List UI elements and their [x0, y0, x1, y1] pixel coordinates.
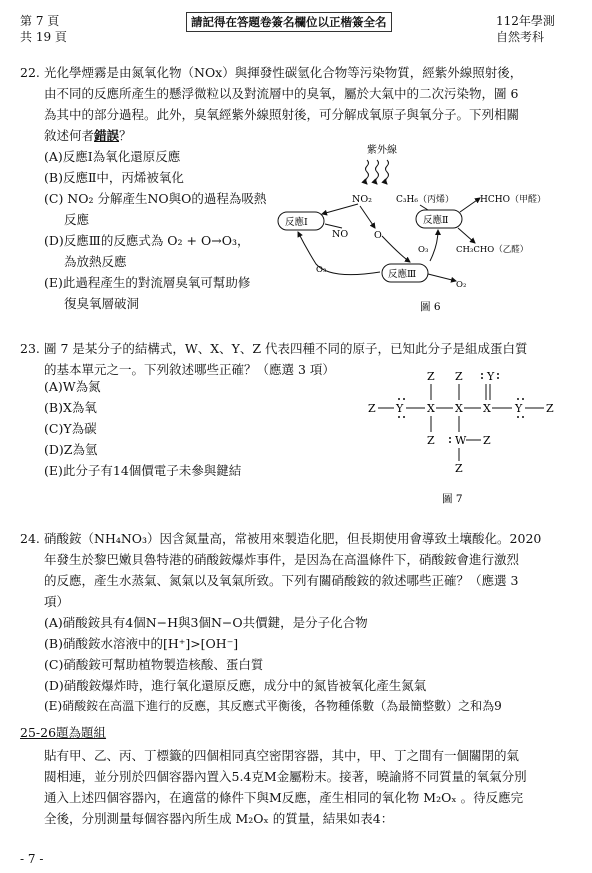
- q24-option-e: (E)硝酸銨在高溫下進行的反應，其反應式平衡後，各物種係數（為最簡整數）之和為9: [44, 699, 502, 713]
- atom-z-bottom-3: Z: [455, 462, 463, 475]
- q24-option-a: (A)硝酸銨具有4個N−H與3個N−O共價鍵，是分子化合物: [44, 615, 368, 630]
- q23-option-a: (A)W為氮: [44, 379, 101, 394]
- no-label: NO: [332, 229, 349, 240]
- q24-option-d: (D)硝酸銨爆炸時，進行氧化還原反應，成分中的氮皆被氧化產生氮氣: [44, 678, 427, 693]
- o2-label: O₂: [456, 280, 467, 290]
- uv-wave-icon: [366, 160, 389, 184]
- atom-y-right: Y: [515, 402, 523, 415]
- q22-stem-line-1: 光化學煙霧是由氮氧化物（NOx）與揮發性碳氫化合物等污染物質，經紫外線照射後，: [44, 65, 523, 80]
- figure-6-diagram: [270, 140, 582, 320]
- q24-number: 24.: [20, 531, 40, 546]
- question-group-title: 25-26題為題組: [20, 725, 107, 740]
- q24-stem-line-1: 硝酸銨（NH₄NO₃）因含氮量高，常被用來製造化肥，但長期使用會導致土壤酸化。2020: [44, 531, 542, 546]
- q24-stem-line-2: 年發生於黎巴嫩貝魯特港的硝酸銨爆炸事件，是因為在高溫條件下，硝酸銨會進行激烈: [44, 552, 520, 567]
- atom-w: W: [455, 434, 467, 447]
- q23-stem-line-2: 的基本單元之一。下列敘述哪些正確？（應選 3 項）: [44, 362, 335, 377]
- q22-number: 22.: [20, 65, 40, 80]
- hcho-label: HCHO（甲醛）: [480, 195, 546, 205]
- q22-option-e-cont: 復臭氧層破洞: [64, 296, 140, 311]
- reaction-3-label: 反應Ⅲ: [388, 269, 417, 280]
- structure-bonds: [378, 384, 544, 461]
- page-number-line: 第 7 頁: [20, 14, 60, 28]
- structure-atoms: [368, 370, 554, 475]
- total-pages-line: 共 19 頁: [20, 30, 67, 44]
- exam-subject: 自然考科: [496, 30, 545, 44]
- group-intro-line-3: 通入上述四個容器內，在適當的條件下與M反應，產生相同的氧化物 M₂Oₓ 。待反應完: [44, 790, 524, 805]
- exam-year: 112年學測: [496, 14, 555, 28]
- q22-stem-line-2: 由不同的反應所產生的懸浮微粒以及對流層中的臭氧，屬於大氣中的二次污染物，圖 6: [44, 86, 519, 101]
- atom-z-right: Z: [546, 402, 554, 415]
- q24-option-b: (B)硝酸銨水溶液中的[H⁺]>[OH⁻]: [44, 636, 239, 651]
- figure-7-caption: 圖 7: [442, 493, 463, 505]
- group-intro-line-4: 全後，分別測量每個容器內所生成 M₂Oₓ 的質量，結果如表4：: [44, 811, 394, 826]
- reaction-2-label: 反應Ⅱ: [423, 215, 449, 226]
- q22-stem-line-4-prefix: 敘述何者: [44, 128, 95, 143]
- atom-z-left: Z: [368, 402, 376, 415]
- q22-stem-line-4-suffix: ？: [119, 128, 132, 143]
- q23-number: 23.: [20, 341, 40, 356]
- q23-stem-line-1: 圖 7 是某分子的結構式，W、X、Y、Z 代表四種不同的原子，已知此分子是組成蛋白質: [44, 341, 528, 356]
- q22-option-d-cont: 為放熱反應: [64, 254, 127, 269]
- atom-z-bottom-2: Z: [483, 434, 491, 447]
- atom-z-top-1: Z: [427, 370, 435, 383]
- q24-stem-line-4: 項）: [44, 594, 70, 609]
- figure-6-caption: 圖 6: [420, 301, 441, 313]
- o3-middle-label: O₃: [418, 245, 429, 255]
- q24-option-c: (C)硝酸銨可幫助植物製造核酸、蛋白質: [44, 657, 264, 672]
- q22-option-c: (C) NO₂ 分解產生NO與O的過程為吸熱: [44, 191, 267, 206]
- page-footer: - 7 -: [20, 852, 44, 866]
- no2-label: NO₂: [352, 194, 372, 205]
- atom-x-2: X: [455, 402, 463, 415]
- q22-option-c-cont: 反應: [64, 212, 90, 227]
- q22-option-d: (D)反應Ⅲ的反應式為 O₂ + O→O₃，: [44, 233, 250, 248]
- o3-left-label: O₃: [316, 265, 327, 275]
- atom-y-left: Y: [396, 402, 404, 415]
- o-atom-label: O: [374, 230, 382, 241]
- q24-stem-line-3: 的反應，產生水蒸氣、氮氣以及氧氣所致。下列有關硝酸銨的敘述哪些正確？（應選 3: [44, 573, 519, 588]
- q23-option-c: (C)Y為碳: [44, 421, 97, 436]
- atom-z-top-2: Z: [455, 370, 463, 383]
- reaction-1-label: 反應Ⅰ: [285, 217, 308, 228]
- q23-option-b: (B)X為氧: [44, 400, 97, 415]
- ch3cho-label: CH₃CHO（乙醛）: [456, 245, 529, 255]
- q23-option-e: (E)此分子有14個價電子未參與鍵結: [44, 463, 242, 478]
- signature-notice: 請記得在答題卷簽名欄位以正楷簽全名: [186, 12, 392, 32]
- group-intro-line-2: 閥相連，並分別於四個容器內置入5.4克M金屬粉末。接著，曉諭將不同質量的氧氣分別: [44, 769, 527, 784]
- q22-emphasis-wrong: 錯誤: [94, 128, 120, 143]
- figure-7-structure: [360, 368, 565, 508]
- atom-x-3: X: [483, 402, 491, 415]
- atom-z-bottom-1: Z: [427, 434, 435, 447]
- atom-x-1: X: [427, 402, 435, 415]
- uv-label: 紫外線: [367, 145, 397, 156]
- q22-stem-line-4: [44, 125, 132, 146]
- group-intro-line-1: 貼有甲、乙、丙、丁標籤的四個相同真空密閉容器，其中，甲、丁之間有一個關閉的氣: [44, 748, 520, 763]
- q23-option-d: (D)Z為氫: [44, 442, 98, 457]
- c3h6-label: C₃H₆（丙烯）: [396, 195, 454, 205]
- atom-y-top: Y: [487, 370, 495, 383]
- q22-option-e: (E)此過程產生的對流層臭氧可幫助修: [44, 275, 251, 290]
- q22-option-a: (A)反應Ⅰ為氧化還原反應: [44, 149, 181, 164]
- q22-stem-line-3: 為其中的部分過程。此外，臭氧經紫外線照射後，可分解成氧原子與氧分子。下列相關: [44, 107, 520, 122]
- q22-option-b: (B)反應Ⅱ中，丙烯被氧化: [44, 170, 184, 185]
